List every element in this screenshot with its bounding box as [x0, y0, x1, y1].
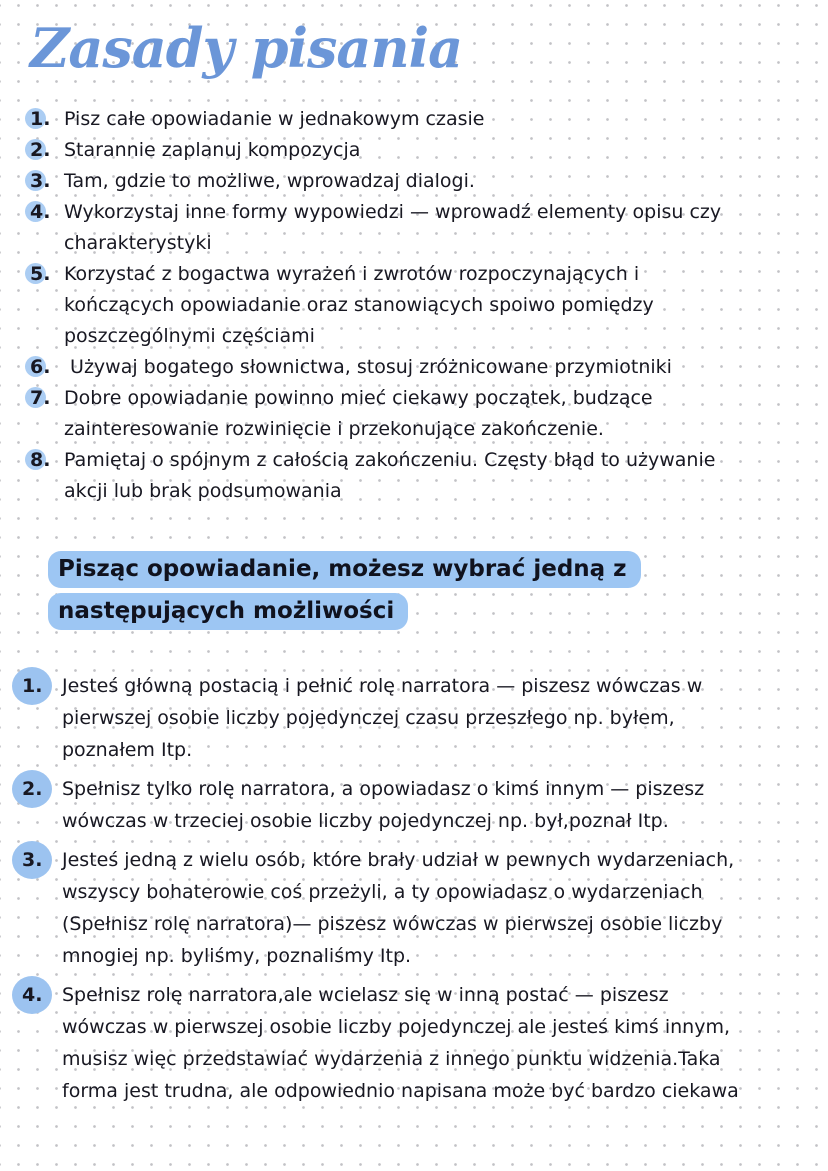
item-number-badge: 5.: [30, 259, 64, 290]
list-item: [30, 104, 804, 135]
narration-options-list: [14, 670, 814, 1114]
list-item: [30, 197, 804, 259]
list-item: [30, 166, 804, 197]
item-line: Spełnisz rolę narratora,ale wcielasz się w inną postać — piszesz: [62, 984, 669, 1006]
item-line: Jesteś jedną z wielu osób, które brały udział w pewnych wydarzeniach,: [62, 849, 735, 871]
item-number-badge: 7.: [30, 383, 64, 414]
section-heading: [48, 551, 641, 635]
item-line: Korzystać z bogactwa wyrażeń i zwrotów rozpoczynających i: [64, 263, 640, 285]
item-number-badge: 4.: [14, 979, 62, 1011]
item-line: wówczas w pierwszej osobie liczby pojedynczej ale jesteś kimś innym,: [62, 1016, 730, 1038]
item-line: charakterystyki: [64, 232, 212, 254]
section-heading-line-2: następujących możliwości: [48, 593, 408, 630]
item-text: [64, 104, 804, 135]
item-number-badge: 3.: [30, 166, 64, 197]
item-line: poznałem Itp.: [62, 739, 193, 761]
item-number-badge: 8.: [30, 445, 64, 476]
item-line: zainteresowanie rozwinięcie i przekonujące zakończenie.: [64, 418, 604, 440]
item-line: forma jest trudna, ale odpowiednio napisana może być bardzo ciekawa: [62, 1080, 739, 1102]
item-text: [64, 197, 804, 259]
section-heading-line-1: Pisząc opowiadanie, możesz wybrać jedną z: [48, 551, 641, 588]
item-line: Dobre opowiadanie powinno mieć ciekawy początek, budzące: [64, 387, 653, 409]
item-text: [64, 352, 804, 383]
item-line: wszyscy bohaterowie coś przeżyli, a ty opowiadasz o wydarzeniach: [62, 881, 703, 903]
item-line: Tam, gdzie to możliwe, wprowadzaj dialogi.: [64, 170, 475, 192]
list-item: [14, 979, 814, 1107]
item-number-badge: 6.: [30, 352, 64, 383]
item-line: Używaj bogatego słownictwa, stosuj zróżnicowane przymiotniki: [64, 356, 672, 378]
item-line: kończących opowiadanie oraz stanowiących spoiwo pomiędzy: [64, 294, 654, 316]
list-item: [30, 383, 804, 445]
item-text: [62, 670, 814, 766]
item-line: pierwszej osobie liczby pojedynczej czasu przeszłego np. byłem,: [62, 707, 675, 729]
item-text: [64, 166, 804, 197]
list-item: [14, 670, 814, 766]
page-title: Zasady pisania: [30, 16, 463, 80]
item-number-badge: 2.: [14, 773, 62, 805]
list-item: [30, 259, 804, 352]
item-text: [64, 445, 804, 507]
list-item: [30, 135, 804, 166]
item-text: [62, 979, 814, 1107]
item-line: Wykorzystaj inne formy wypowiedzi — wprowadź elementy opisu czy: [64, 201, 722, 223]
list-item: [30, 352, 804, 383]
item-text: [64, 259, 804, 352]
item-number-badge: 4.: [30, 197, 64, 228]
writing-rules-list: [30, 104, 804, 507]
list-item: [14, 773, 814, 837]
item-number-badge: 3.: [14, 844, 62, 876]
item-number-badge: 2.: [30, 135, 64, 166]
item-line: musisz więc przedstawiać wydarzenia z innego punktu widzenia.Taka: [62, 1048, 721, 1070]
item-number-badge: 1.: [30, 104, 64, 135]
item-text: [62, 844, 814, 972]
item-text: [64, 383, 804, 445]
item-line: Spełnisz tylko rolę narratora, a opowiadasz o kimś innym — piszesz: [62, 778, 705, 800]
item-line: Starannie zaplanuj kompozycja: [64, 139, 361, 161]
item-text: [62, 773, 814, 837]
item-line: wówczas w trzeciej osobie liczby pojedynczej np. był,poznał Itp.: [62, 810, 669, 832]
item-line: Pisz całe opowiadanie w jednakowym czasie: [64, 108, 485, 130]
item-line: akcji lub brak podsumowania: [64, 480, 342, 502]
item-line: Pamiętaj o spójnym z całością zakończeniu. Częsty błąd to używanie: [64, 449, 716, 471]
item-text: [64, 135, 804, 166]
item-line: (Spełnisz rolę narratora)— piszesz wówczas w pierwszej osobie liczby: [62, 913, 723, 935]
item-line: Jesteś główną postacią i pełnić rolę narratora — piszesz wówczas w: [62, 675, 703, 697]
list-item: [30, 445, 804, 507]
item-number-badge: 1.: [14, 670, 62, 702]
list-item: [14, 844, 814, 972]
item-line: mnogiej np. byliśmy, poznaliśmy Itp.: [62, 945, 412, 967]
item-line: poszczególnymi częściami: [64, 325, 315, 347]
